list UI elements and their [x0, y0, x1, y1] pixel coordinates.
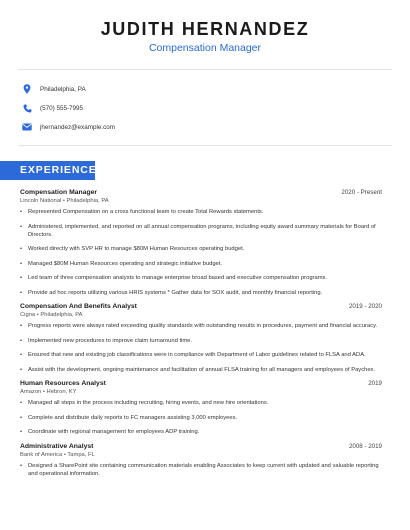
- job-title: Compensation And Benefits Analyst: [20, 303, 137, 311]
- bullet-item: • Implemented new procedures to improve claim turnaround time.: [20, 337, 382, 345]
- job-header: [20, 380, 382, 387]
- envelope-icon: [22, 122, 32, 132]
- job-bullets: [20, 208, 382, 297]
- job-dates: 2019 - 2020: [348, 303, 382, 311]
- job-meta: Lincoln National • Philadelphia, PA: [20, 198, 109, 204]
- bullet-item: • Managed all steps in the process including recruiting, hiring events, and new hire orientations.: [20, 399, 382, 407]
- job-entry: [20, 443, 382, 478]
- job-meta: Amazon • Hebron, KY: [20, 389, 77, 396]
- job-meta: Bank of America • Tampa, FL: [20, 451, 95, 458]
- contact-location: [22, 80, 382, 98]
- contact-divider: [18, 145, 392, 146]
- job-header: [20, 303, 382, 310]
- job-company: Amazon: [20, 389, 42, 396]
- bullet-item: • Complete and distribute daily reports to FC managers assisting 3,000 employees.: [20, 414, 382, 422]
- contact-phone: [22, 99, 382, 117]
- job-company: Bank of America: [20, 451, 63, 458]
- job-location: Tampa, FL: [67, 451, 95, 458]
- job-location: Philadelphia, PA: [66, 198, 109, 204]
- location-text: Philadelphia, PA: [40, 85, 86, 93]
- bullet-item: • Worked directly with SVP HR to manage $80M Human Resources operating budget.: [20, 245, 382, 253]
- contact-info: [22, 80, 382, 137]
- bullet-item: • Assist with the development, ongoing maintenance and facilitation of annual FLSA training for all managers and employees of Paychex.: [20, 366, 382, 374]
- bullet-item: • Represented Compensation on a cross functional team to create Total Rewards statements.: [20, 208, 382, 216]
- bullet-item: • Designed a SharePoint site containing communication materials enabling Associates to keep current with updated and valuable reporting and operational information.: [20, 462, 382, 478]
- phone-icon: [22, 103, 32, 113]
- job-company: Cigna: [20, 312, 36, 319]
- job-header: [20, 189, 382, 196]
- candidate-name: JUDITH HERNANDEZ: [100, 19, 310, 39]
- job-title: Human Resources Analyst: [20, 380, 106, 388]
- job-entry: [20, 303, 382, 374]
- job-title: Administrative Analyst: [20, 442, 94, 450]
- bullet-item: • Provide ad hoc reports utilizing various HRIS systems * Gather data for SOX audit, and monthly financial reporting.: [20, 289, 382, 297]
- contact-email: [22, 118, 382, 136]
- job-header: [20, 443, 382, 450]
- job-bullets: [20, 399, 382, 436]
- experience-section: [20, 189, 382, 484]
- email-text: jhernandez@example.com: [40, 123, 115, 131]
- job-title: Compensation Manager: [20, 189, 98, 196]
- job-meta: Cigna • Philadelphia, PA: [20, 312, 83, 319]
- job-dates: 2020 - Present: [341, 189, 382, 196]
- job-dates: 2019: [368, 380, 382, 388]
- job-entry: [20, 189, 382, 297]
- phone-text: (570) 555-7995: [40, 104, 84, 112]
- bullet-item: • Led team of three compensation analysts to manage enterprise broad based and executive compensation programs.: [20, 274, 382, 282]
- resume-header: [0, 18, 410, 55]
- bullet-item: • Ensured that new and existing job classifications were in compliance with Department of Labor guidelines related to FLSA and ADA.: [20, 351, 382, 359]
- header-divider: [18, 69, 392, 70]
- job-dates: 2008 - 2019: [348, 442, 382, 450]
- bullet-item: • Progress reports were always rated exceeding quality standards with outstanding results in procedures, payment and financial accuracy.: [20, 322, 382, 330]
- job-company: Lincoln National: [20, 198, 62, 204]
- job-bullets: [20, 322, 382, 374]
- job-title-heading: Compensation Manager: [148, 42, 262, 54]
- experience-heading: EXPERIENCE: [0, 161, 95, 180]
- bullet-item: • Coordinate with regional management for employees ADP training.: [20, 428, 382, 436]
- job-entry: [20, 380, 382, 436]
- map-pin-icon: [22, 84, 32, 94]
- bullet-item: • Managed $80M Human Resources operating and strategic initiative budget.: [20, 260, 382, 268]
- job-location: Hebron, KY: [46, 389, 77, 396]
- bullet-item: • Administered, implemented, and reported on all annual compensation programs, including equity award summary materials for Board of Directors.: [20, 223, 382, 239]
- job-bullets: [20, 462, 382, 478]
- job-location: Philadelphia, PA: [40, 312, 83, 319]
